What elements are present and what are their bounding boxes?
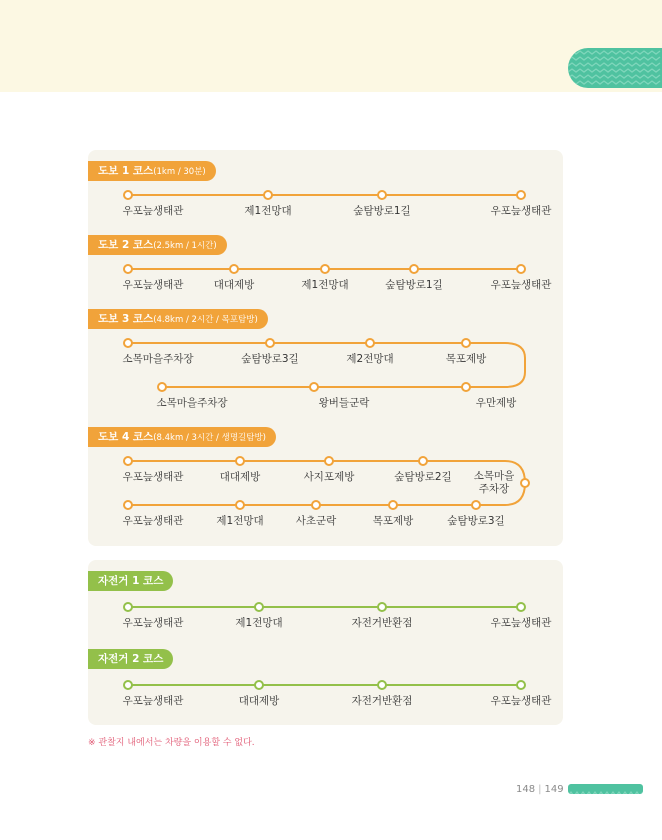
stop-marker bbox=[236, 501, 244, 509]
stop-name: 목포제방 bbox=[445, 353, 487, 365]
stop-marker bbox=[517, 681, 525, 689]
stop-name: 제1전망대 bbox=[244, 205, 292, 217]
stop-name: 숲탐방로3길 bbox=[447, 515, 505, 527]
stop-name: 우포늪생태관 bbox=[490, 205, 552, 217]
stop-marker bbox=[521, 479, 529, 487]
page-numbers bbox=[516, 784, 564, 795]
stop-marker bbox=[264, 191, 272, 199]
stop-marker bbox=[366, 339, 374, 347]
course-title: 도보 4 코스 bbox=[98, 431, 154, 443]
stop-marker bbox=[419, 457, 427, 465]
course-title: 도보 1 코스 bbox=[98, 165, 154, 177]
stop-name: 왕버들군락 bbox=[318, 397, 370, 409]
course-title: 자전거 2 코스 bbox=[98, 653, 164, 665]
stop-name: 우포늪생태관 bbox=[490, 279, 552, 291]
stop-name: 우포늪생태관 bbox=[122, 617, 184, 629]
stop-marker bbox=[124, 265, 132, 273]
stop-marker bbox=[255, 681, 263, 689]
stop-name: 자전거반환점 bbox=[351, 617, 413, 629]
stop-marker bbox=[236, 457, 244, 465]
stop-name: 숲탐방로1길 bbox=[385, 279, 443, 291]
stop-marker bbox=[230, 265, 238, 273]
stop-marker bbox=[389, 501, 397, 509]
stop-name: 제1전망대 bbox=[216, 515, 264, 527]
page-number-left: 148 bbox=[516, 784, 536, 795]
stop-marker bbox=[124, 191, 132, 199]
stop-marker bbox=[472, 501, 480, 509]
stop-name: 자전거반환점 bbox=[351, 695, 413, 707]
stop-marker bbox=[410, 265, 418, 273]
stop-name: 사지포제방 bbox=[303, 471, 355, 483]
stop-name: 대대제방 bbox=[213, 279, 255, 291]
stop-marker bbox=[310, 383, 318, 391]
stop-marker bbox=[124, 457, 132, 465]
stop-marker bbox=[378, 681, 386, 689]
course-title: 자전거 1 코스 bbox=[98, 575, 164, 587]
stop-name: 제2전망대 bbox=[346, 353, 394, 365]
stop-marker bbox=[124, 603, 132, 611]
footer-zigzag-icon bbox=[568, 784, 643, 794]
stop-marker bbox=[312, 501, 320, 509]
stop-name: 대대제방 bbox=[238, 695, 280, 707]
stop-marker bbox=[321, 265, 329, 273]
stop-marker bbox=[124, 339, 132, 347]
stop-marker bbox=[266, 339, 274, 347]
stop-name: 제1전망대 bbox=[235, 617, 283, 629]
course-detail: (1km / 30분) bbox=[153, 167, 206, 177]
stop-marker bbox=[325, 457, 333, 465]
stop-name: 숲탐방로1길 bbox=[353, 205, 411, 217]
course-title: 도보 3 코스 bbox=[98, 313, 154, 325]
course-detail: (8.4km / 3시간 / 생명길탐방) bbox=[153, 433, 266, 443]
stop-marker bbox=[124, 681, 132, 689]
stop-marker bbox=[462, 339, 470, 347]
course-detail: (4.8km / 2시간 / 목포탐방) bbox=[153, 315, 258, 325]
stop-name: 우포늪생태관 bbox=[122, 695, 184, 707]
stop-marker bbox=[462, 383, 470, 391]
stop-marker bbox=[378, 603, 386, 611]
stop-marker bbox=[517, 191, 525, 199]
page-number-right: 149 bbox=[544, 784, 564, 795]
stop-name: 숲탐방로2길 bbox=[394, 471, 452, 483]
stop-marker bbox=[158, 383, 166, 391]
stop-name: 우포늪생태관 bbox=[122, 205, 184, 217]
stop-marker bbox=[255, 603, 263, 611]
vehicle-notice: ※ 관찰지 내에서는 차량을 이용할 수 없다. bbox=[88, 738, 255, 748]
page-separator: | bbox=[538, 784, 542, 795]
stop-marker bbox=[124, 501, 132, 509]
stop-name: 우포늪생태관 bbox=[122, 515, 184, 527]
stop-name: 제1전망대 bbox=[301, 279, 349, 291]
stop-name: 소목마을주차장 bbox=[156, 397, 228, 409]
stop-name: 우포늪생태관 bbox=[122, 471, 184, 483]
stop-marker bbox=[517, 603, 525, 611]
stop-name: 숲탐방로3길 bbox=[241, 353, 299, 365]
course-title: 도보 2 코스 bbox=[98, 239, 154, 251]
stop-name: 소목마을 주차장 bbox=[473, 470, 515, 495]
stop-name: 목포제방 bbox=[372, 515, 414, 527]
stop-name: 우포늪생태관 bbox=[490, 695, 552, 707]
stop-marker bbox=[378, 191, 386, 199]
stop-marker bbox=[517, 265, 525, 273]
stop-name: 우포늪생태관 bbox=[490, 617, 552, 629]
stop-name: 우포늪생태관 bbox=[122, 279, 184, 291]
stop-name: 대대제방 bbox=[219, 471, 261, 483]
stop-name: 사초군락 bbox=[295, 515, 337, 527]
course-detail: (2.5km / 1시간) bbox=[153, 241, 217, 251]
route-turn bbox=[505, 343, 525, 387]
stop-name: 우만제방 bbox=[475, 397, 517, 409]
stop-name: 소목마을주차장 bbox=[122, 353, 194, 365]
